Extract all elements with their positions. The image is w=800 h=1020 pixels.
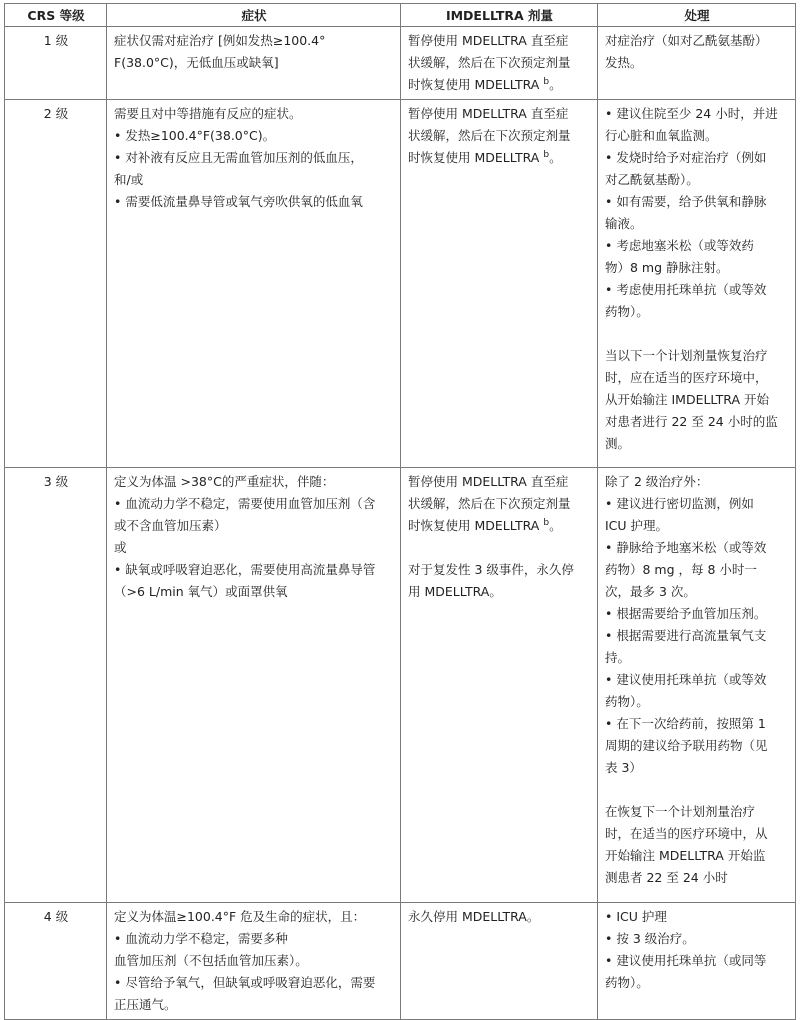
cell-text-line: 输液。 — [605, 216, 643, 231]
cell-text-line: • 发烧时给予对症治疗（例如 — [605, 150, 767, 165]
cell-text-line: • 发热≥100.4°F(38.0°C)。 — [114, 128, 276, 143]
cell-text-line: 测。 — [605, 436, 631, 451]
paragraph-gap — [408, 537, 591, 559]
dose-cell — [401, 903, 598, 1020]
cell-text-line — [408, 471, 591, 493]
cell-text-line: 对乙酰氨基酚）。 — [605, 172, 699, 187]
table-row — [5, 100, 796, 468]
cell-text-line — [408, 493, 591, 515]
cell-text-line: 持。 — [605, 650, 631, 665]
table-row — [5, 903, 796, 1020]
cell-text-line: • 建议进行密切监测，例如 — [605, 496, 754, 511]
table-row — [5, 468, 796, 903]
management-cell — [598, 468, 796, 903]
cell-text-line — [408, 147, 591, 169]
cell-text-line: • 如有需要，给予供氧和静脉 — [605, 194, 767, 209]
cell-text-line: • 静脉给予地塞米松（或等效 — [605, 540, 767, 555]
cell-text-line — [408, 52, 591, 74]
table-row — [5, 27, 796, 100]
symptoms-cell — [107, 468, 401, 903]
crs-grade-cell: 1 级 — [5, 27, 107, 100]
cell-text-line: 次，最多 3 次。 — [605, 584, 696, 599]
header-dose: IMDELLTRA 剂量 — [401, 4, 598, 27]
crs-management-table — [4, 3, 796, 1020]
dose-cell — [401, 100, 598, 468]
cell-text-line — [408, 125, 591, 147]
header-symptoms: 症状 — [107, 4, 401, 27]
cell-text-line: • 考虑地塞米松（或等效药 — [605, 238, 754, 253]
cell-text-line: （>6 L/min 氧气）或面罩供氧 — [114, 584, 288, 599]
cell-text-line: 需要且对中等措施有反应的症状。 — [114, 106, 302, 121]
cell-text-line: • 建议住院至少 24 小时，并进 — [605, 106, 778, 121]
cell-text-line: • 按 3 级治疗。 — [605, 931, 695, 946]
cell-text-line: 时，在适当的医疗环境中，从 — [605, 826, 768, 841]
cell-text-line: • 在下一次给药前，按照第 1 — [605, 716, 766, 731]
cell-text-line: 当以下一个计划剂量恢复治疗 — [605, 348, 768, 363]
dose-text: 暂停使用 MDELLTRA 直至症 — [408, 33, 569, 48]
dose-text-tail: 。 — [549, 518, 562, 533]
cell-text-line: 用 MDELLTRA。 — [408, 584, 502, 599]
cell-text-line: 药物）。 — [605, 694, 649, 709]
cell-text-line: 症状仅需对症治疗 [例如发热≥100.4° — [114, 33, 326, 48]
cell-text-line: ICU 护理。 — [605, 518, 669, 533]
header-management: 处理 — [598, 4, 796, 27]
management-cell — [598, 903, 796, 1020]
cell-text-line: • 根据需要给予血管加压剂。 — [605, 606, 767, 621]
footnote-marker: b — [543, 149, 550, 160]
dose-text: 状缓解，然后在下次预定剂量 — [408, 55, 571, 70]
paragraph-gap — [605, 323, 789, 345]
cell-text-line — [408, 30, 591, 52]
management-cell — [598, 100, 796, 468]
cell-text-line: 时，应在适当的医疗环境中， — [605, 370, 768, 385]
cell-text-line: • 建议使用托珠单抗（或等效 — [605, 672, 767, 687]
symptoms-cell — [107, 100, 401, 468]
dose-text: 时恢复使用 MDELLTRA — [408, 150, 540, 165]
crs-grade-cell: 2 级 — [5, 100, 107, 468]
cell-text-line: 定义为体温 >38°C的严重症状，伴随： — [114, 474, 335, 489]
cell-text-line: 正压通气。 — [114, 997, 177, 1012]
symptoms-cell — [107, 27, 401, 100]
cell-text-line: • 根据需要进行高流量氧气支 — [605, 628, 767, 643]
dose-text: 时恢复使用 MDELLTRA — [408, 518, 540, 533]
cell-text-line: 发热。 — [605, 55, 643, 70]
cell-text-line: • 建议使用托珠单抗（或同等 — [605, 953, 767, 968]
dose-text: 永久停用 MDELLTRA。 — [408, 909, 540, 924]
cell-text-line: 从开始输注 IMDELLTRA 开始 — [605, 392, 770, 407]
cell-text-line: • 尽管给予氧气，但缺氧或呼吸窘迫恶化，需要 — [114, 975, 376, 990]
footnote-marker: b — [543, 517, 550, 528]
cell-text-line — [408, 103, 591, 125]
dose-text: 暂停使用 MDELLTRA 直至症 — [408, 106, 569, 121]
dose-cell — [401, 27, 598, 100]
cell-text-line: 周期的建议给予联用药物（见 — [605, 738, 768, 753]
cell-text-line: 在恢复下一个计划剂量治疗 — [605, 804, 756, 819]
cell-text-line: 对于复发性 3 级事件，永久停 — [408, 562, 574, 577]
dose-text: 暂停使用 MDELLTRA 直至症 — [408, 474, 569, 489]
cell-text-line: 除了 2 级治疗外： — [605, 474, 709, 489]
table-body — [5, 27, 796, 1020]
cell-text-line: 对症治疗（如对乙酰氨基酚） — [605, 33, 768, 48]
cell-text-line: 定义为体温≥100.4°F 危及生命的症状，且： — [114, 909, 366, 924]
cell-text-line: 开始输注 MDELLTRA 开始监 — [605, 848, 766, 863]
cell-text-line: • 血流动力学不稳定，需要使用血管加压剂（含 — [114, 496, 376, 511]
crs-grade-cell: 3 级 — [5, 468, 107, 903]
symptoms-cell — [107, 903, 401, 1020]
cell-text-line: 或 — [114, 540, 127, 555]
cell-text-line: 表 3） — [605, 760, 642, 775]
cell-text-line — [408, 906, 591, 928]
cell-text-line: 行心脏和血氧监测。 — [605, 128, 718, 143]
cell-text-line: 或不含血管加压素） — [114, 518, 227, 533]
cell-text-line: • 血流动力学不稳定，需要多种 — [114, 931, 288, 946]
cell-text-line: • 对补液有反应且无需血管加压剂的低血压， — [114, 150, 363, 165]
dose-cell — [401, 468, 598, 903]
dose-text: 状缓解，然后在下次预定剂量 — [408, 128, 571, 143]
dose-text-tail: 。 — [549, 77, 562, 92]
cell-text-line: 物）8 mg 静脉注射。 — [605, 260, 729, 275]
cell-text-line: F(38.0°C)，无低血压或缺氧] — [114, 55, 279, 70]
cell-text-line: 血管加压剂（不包括血管加压素）。 — [114, 953, 308, 968]
cell-text-line: • ICU 护理 — [605, 909, 667, 924]
cell-text-line: 对患者进行 22 至 24 小时的监 — [605, 414, 778, 429]
dose-text: 状缓解，然后在下次预定剂量 — [408, 496, 571, 511]
table-header-row — [5, 4, 796, 27]
cell-text-line: 药物）。 — [605, 304, 649, 319]
dose-text-tail: 。 — [549, 150, 562, 165]
cell-text-line: • 考虑使用托珠单抗（或等效 — [605, 282, 767, 297]
cell-text-line — [408, 515, 591, 537]
cell-text-line: 药物）。 — [605, 975, 649, 990]
crs-grade-cell: 4 级 — [5, 903, 107, 1020]
cell-text-line: 和/或 — [114, 172, 144, 187]
cell-text-line — [408, 74, 591, 96]
cell-text-line: • 需要低流量鼻导管或氧气旁吹供氧的低血氧 — [114, 194, 363, 209]
paragraph-gap — [605, 779, 789, 801]
cell-text-line: 药物）8 mg ，每 8 小时一 — [605, 562, 757, 577]
header-crs-grade: CRS 等级 — [5, 4, 107, 27]
cell-text-line: • 缺氧或呼吸窘迫恶化，需要使用高流量鼻导管 — [114, 562, 376, 577]
footnote-marker: b — [543, 76, 550, 87]
cell-text-line: 测患者 22 至 24 小时 — [605, 870, 728, 885]
dose-text: 时恢复使用 MDELLTRA — [408, 77, 540, 92]
management-cell — [598, 27, 796, 100]
